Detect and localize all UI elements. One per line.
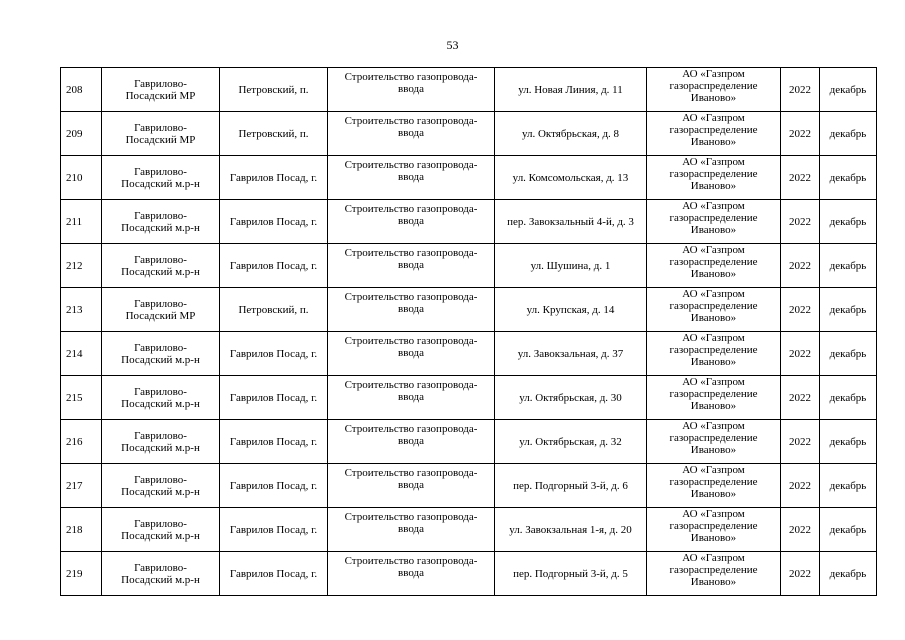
year-cell [781, 156, 820, 200]
table-row [61, 332, 877, 376]
organization-text: Иваново» [690, 488, 737, 500]
district-text: Гаврилово- [134, 341, 187, 354]
month-text: декабрь [829, 479, 867, 492]
district-text: Посадский м.р-н [121, 441, 200, 454]
month-text: декабрь [829, 83, 867, 96]
settlement-text: Петровский, п. [238, 303, 309, 316]
year-text: 2022 [789, 347, 811, 360]
organization-text: Иваново» [690, 180, 737, 192]
district-text: Посадский м.р-н [121, 265, 200, 278]
settlement-cell [220, 156, 328, 200]
month-cell [820, 508, 877, 552]
year-cell [781, 376, 820, 420]
address-cell [495, 288, 647, 332]
row-number-text: 213 [66, 303, 83, 316]
year-text: 2022 [789, 479, 811, 492]
address-cell [495, 112, 647, 156]
month-cell [820, 552, 877, 596]
organization-cell [647, 156, 781, 200]
table-row [61, 376, 877, 420]
settlement-text: Гаврилов Посад, г. [229, 567, 318, 580]
settlement-text: Гаврилов Посад, г. [229, 479, 318, 492]
work-type-text: Строительство газопровода- [344, 291, 478, 303]
month-cell [820, 200, 877, 244]
address-text: ул. Крупская, д. 14 [526, 303, 615, 316]
district-text: Гаврилово- [134, 517, 187, 530]
row-number-text: 211 [66, 215, 83, 228]
district-cell [102, 552, 220, 596]
address-text: пер. Завокзальный 4-й, д. 3 [507, 215, 634, 228]
organization-text: АО «Газпром [682, 200, 745, 212]
table-row [61, 464, 877, 508]
settlement-text: Гаврилов Посад, г. [229, 215, 318, 228]
month-text: декабрь [829, 215, 867, 228]
month-text: декабрь [829, 259, 867, 272]
work-type-cell [328, 200, 495, 244]
district-text: Посадский м.р-н [121, 177, 200, 190]
month-text: декабрь [829, 391, 867, 404]
month-text: декабрь [829, 435, 867, 448]
district-cell [102, 288, 220, 332]
work-type-cell [328, 552, 495, 596]
month-cell [820, 156, 877, 200]
work-type-text: ввода [398, 127, 424, 139]
work-type-text: ввода [398, 259, 424, 271]
organization-text: газораспределение [669, 256, 758, 268]
row-number-cell [61, 156, 102, 200]
row-number-text: 217 [66, 479, 83, 492]
row-number-cell [61, 200, 102, 244]
work-type-text: Строительство газопровода- [344, 335, 478, 347]
organization-text: АО «Газпром [682, 332, 745, 344]
organization-text: газораспределение [669, 520, 758, 532]
organization-text: АО «Газпром [682, 156, 745, 168]
district-cell [102, 508, 220, 552]
work-type-text: Строительство газопровода- [344, 379, 478, 391]
row-number-text: 208 [66, 83, 83, 96]
district-cell [102, 244, 220, 288]
year-cell [781, 552, 820, 596]
work-type-text: ввода [398, 479, 424, 491]
organization-text: газораспределение [669, 80, 758, 92]
month-text: декабрь [829, 347, 867, 360]
row-number-cell [61, 112, 102, 156]
organization-text: АО «Газпром [682, 464, 745, 476]
table-row [61, 156, 877, 200]
settlement-cell [220, 376, 328, 420]
district-cell [102, 332, 220, 376]
address-text: ул. Новая Линия, д. 11 [518, 83, 623, 96]
settlement-text: Гаврилов Посад, г. [229, 391, 318, 404]
table-row [61, 244, 877, 288]
organization-text: АО «Газпром [682, 508, 745, 520]
work-type-cell [328, 244, 495, 288]
work-type-cell [328, 376, 495, 420]
row-number-cell [61, 552, 102, 596]
row-number-cell [61, 508, 102, 552]
address-text: ул. Завокзальная, д. 37 [517, 347, 624, 360]
district-text: Посадский м.р-н [121, 353, 200, 366]
year-text: 2022 [789, 83, 811, 96]
work-type-text: Строительство газопровода- [344, 203, 478, 215]
address-cell [495, 376, 647, 420]
row-number-text: 219 [66, 567, 83, 580]
row-number-cell [61, 288, 102, 332]
work-type-text: Строительство газопровода- [344, 71, 478, 83]
district-cell [102, 68, 220, 112]
month-text: декабрь [829, 523, 867, 536]
organization-text: Иваново» [690, 92, 737, 104]
district-cell [102, 464, 220, 508]
year-text: 2022 [789, 435, 811, 448]
address-cell [495, 200, 647, 244]
organization-cell [647, 552, 781, 596]
row-number-text: 214 [66, 347, 83, 360]
organization-text: газораспределение [669, 212, 758, 224]
settlement-cell [220, 68, 328, 112]
work-type-text: ввода [398, 391, 424, 403]
address-cell [495, 552, 647, 596]
table-row [61, 508, 877, 552]
table-row [61, 200, 877, 244]
month-cell [820, 376, 877, 420]
district-text: Посадский МР [125, 133, 196, 146]
settlement-cell [220, 112, 328, 156]
organization-text: АО «Газпром [682, 376, 745, 388]
organization-cell [647, 508, 781, 552]
work-type-cell [328, 112, 495, 156]
month-text: декабрь [829, 567, 867, 580]
year-cell [781, 112, 820, 156]
work-type-cell [328, 288, 495, 332]
gasification-table [60, 67, 877, 596]
district-text: Гаврилово- [134, 429, 187, 442]
year-cell [781, 244, 820, 288]
district-text: Посадский м.р-н [121, 221, 200, 234]
year-text: 2022 [789, 303, 811, 316]
organization-text: АО «Газпром [682, 68, 745, 80]
work-type-text: ввода [398, 215, 424, 227]
settlement-text: Петровский, п. [238, 127, 309, 140]
district-cell [102, 420, 220, 464]
district-cell [102, 376, 220, 420]
organization-text: Иваново» [690, 532, 737, 544]
settlement-cell [220, 200, 328, 244]
address-cell [495, 68, 647, 112]
district-text: Гаврилово- [134, 253, 187, 266]
settlement-text: Гаврилов Посад, г. [229, 435, 318, 448]
organization-text: газораспределение [669, 344, 758, 356]
year-cell [781, 332, 820, 376]
address-cell [495, 156, 647, 200]
work-type-text: ввода [398, 171, 424, 183]
address-text: ул. Октябрьская, д. 32 [519, 435, 622, 448]
year-cell [781, 420, 820, 464]
organization-text: Иваново» [690, 444, 737, 456]
month-cell [820, 332, 877, 376]
district-cell [102, 112, 220, 156]
address-text: пер. Подгорный 3-й, д. 5 [513, 567, 628, 580]
district-text: Гаврилово- [134, 561, 187, 574]
settlement-text: Гаврилов Посад, г. [229, 259, 318, 272]
organization-text: Иваново» [690, 268, 737, 280]
work-type-text: ввода [398, 347, 424, 359]
district-text: Гаврилово- [134, 385, 187, 398]
work-type-text: ввода [398, 567, 424, 579]
work-type-text: ввода [398, 435, 424, 447]
year-text: 2022 [789, 215, 811, 228]
organization-cell [647, 200, 781, 244]
address-text: ул. Комсомольская, д. 13 [512, 171, 629, 184]
row-number-cell [61, 420, 102, 464]
work-type-text: Строительство газопровода- [344, 115, 478, 127]
settlement-cell [220, 244, 328, 288]
settlement-cell [220, 288, 328, 332]
table-body [61, 68, 877, 596]
work-type-cell [328, 464, 495, 508]
month-cell [820, 464, 877, 508]
year-text: 2022 [789, 567, 811, 580]
work-type-cell [328, 156, 495, 200]
organization-text: АО «Газпром [682, 420, 745, 432]
district-cell [102, 156, 220, 200]
organization-cell [647, 376, 781, 420]
address-text: ул. Октябрьская, д. 30 [519, 391, 622, 404]
organization-text: газораспределение [669, 168, 758, 180]
settlement-text: Гаврилов Посад, г. [229, 171, 318, 184]
organization-text: газораспределение [669, 388, 758, 400]
year-cell [781, 200, 820, 244]
settlement-cell [220, 464, 328, 508]
year-text: 2022 [789, 391, 811, 404]
work-type-text: Строительство газопровода- [344, 247, 478, 259]
month-text: декабрь [829, 303, 867, 316]
organization-text: Иваново» [690, 356, 737, 368]
address-cell [495, 244, 647, 288]
address-cell [495, 420, 647, 464]
organization-text: Иваново» [690, 224, 737, 236]
work-type-cell [328, 420, 495, 464]
district-cell [102, 200, 220, 244]
work-type-text: Строительство газопровода- [344, 467, 478, 479]
district-text: Посадский МР [125, 309, 196, 322]
work-type-cell [328, 508, 495, 552]
organization-text: газораспределение [669, 300, 758, 312]
table-row [61, 112, 877, 156]
table-row [61, 288, 877, 332]
settlement-text: Гаврилов Посад, г. [229, 523, 318, 536]
organization-text: газораспределение [669, 432, 758, 444]
work-type-text: Строительство газопровода- [344, 423, 478, 435]
year-cell [781, 68, 820, 112]
month-cell [820, 244, 877, 288]
table-row [61, 68, 877, 112]
settlement-cell [220, 508, 328, 552]
organization-text: АО «Газпром [682, 244, 745, 256]
month-cell [820, 68, 877, 112]
table-row [61, 552, 877, 596]
page-number: 53 [446, 38, 459, 52]
settlement-text: Петровский, п. [238, 83, 309, 96]
row-number-text: 218 [66, 523, 83, 536]
work-type-cell [328, 68, 495, 112]
year-cell [781, 464, 820, 508]
row-number-text: 209 [66, 127, 83, 140]
organization-text: АО «Газпром [682, 552, 745, 564]
work-type-text: Строительство газопровода- [344, 159, 478, 171]
row-number-cell [61, 68, 102, 112]
organization-text: Иваново» [690, 576, 737, 588]
year-text: 2022 [789, 171, 811, 184]
district-text: Посадский м.р-н [121, 397, 200, 410]
district-text: Гаврилово- [134, 297, 187, 310]
row-number-cell [61, 376, 102, 420]
month-cell [820, 420, 877, 464]
row-number-text: 216 [66, 435, 83, 448]
row-number-text: 215 [66, 391, 83, 404]
district-text: Посадский МР [125, 89, 196, 102]
organization-text: Иваново» [690, 312, 737, 324]
year-cell [781, 288, 820, 332]
district-text: Посадский м.р-н [121, 573, 200, 586]
organization-text: газораспределение [669, 564, 758, 576]
address-text: ул. Октябрьская, д. 8 [521, 127, 620, 140]
district-text: Посадский м.р-н [121, 485, 200, 498]
work-type-text: ввода [398, 83, 424, 95]
work-type-text: Строительство газопровода- [344, 555, 478, 567]
organization-text: АО «Газпром [682, 112, 745, 124]
settlement-cell [220, 420, 328, 464]
row-number-text: 212 [66, 259, 83, 272]
address-text: ул. Завокзальная 1-я, д. 20 [509, 523, 632, 536]
district-text: Гаврилово- [134, 165, 187, 178]
organization-text: газораспределение [669, 476, 758, 488]
month-text: декабрь [829, 127, 867, 140]
month-cell [820, 112, 877, 156]
organization-cell [647, 420, 781, 464]
address-cell [495, 508, 647, 552]
district-text: Гаврилово- [134, 473, 187, 486]
organization-text: Иваново» [690, 136, 737, 148]
address-cell [495, 464, 647, 508]
work-type-text: ввода [398, 523, 424, 535]
table-row [61, 420, 877, 464]
settlement-cell [220, 332, 328, 376]
work-type-text: Строительство газопровода- [344, 511, 478, 523]
organization-cell [647, 112, 781, 156]
organization-cell [647, 244, 781, 288]
month-text: декабрь [829, 171, 867, 184]
year-cell [781, 508, 820, 552]
organization-text: АО «Газпром [682, 288, 745, 300]
district-text: Гаврилово- [134, 77, 187, 90]
row-number-cell [61, 464, 102, 508]
address-text: ул. Шушина, д. 1 [530, 259, 611, 272]
year-text: 2022 [789, 259, 811, 272]
organization-cell [647, 68, 781, 112]
address-cell [495, 332, 647, 376]
district-text: Посадский м.р-н [121, 529, 200, 542]
year-text: 2022 [789, 127, 811, 140]
district-text: Гаврилово- [134, 209, 187, 222]
district-text: Гаврилово- [134, 121, 187, 134]
row-number-text: 210 [66, 171, 83, 184]
settlement-text: Гаврилов Посад, г. [229, 347, 318, 360]
work-type-text: ввода [398, 303, 424, 315]
organization-cell [647, 288, 781, 332]
work-type-cell [328, 332, 495, 376]
organization-text: Иваново» [690, 400, 737, 412]
address-text: пер. Подгорный 3-й, д. 6 [513, 479, 628, 492]
row-number-cell [61, 332, 102, 376]
month-cell [820, 288, 877, 332]
organization-cell [647, 332, 781, 376]
row-number-cell [61, 244, 102, 288]
year-text: 2022 [789, 523, 811, 536]
organization-text: газораспределение [669, 124, 758, 136]
settlement-cell [220, 552, 328, 596]
organization-cell [647, 464, 781, 508]
